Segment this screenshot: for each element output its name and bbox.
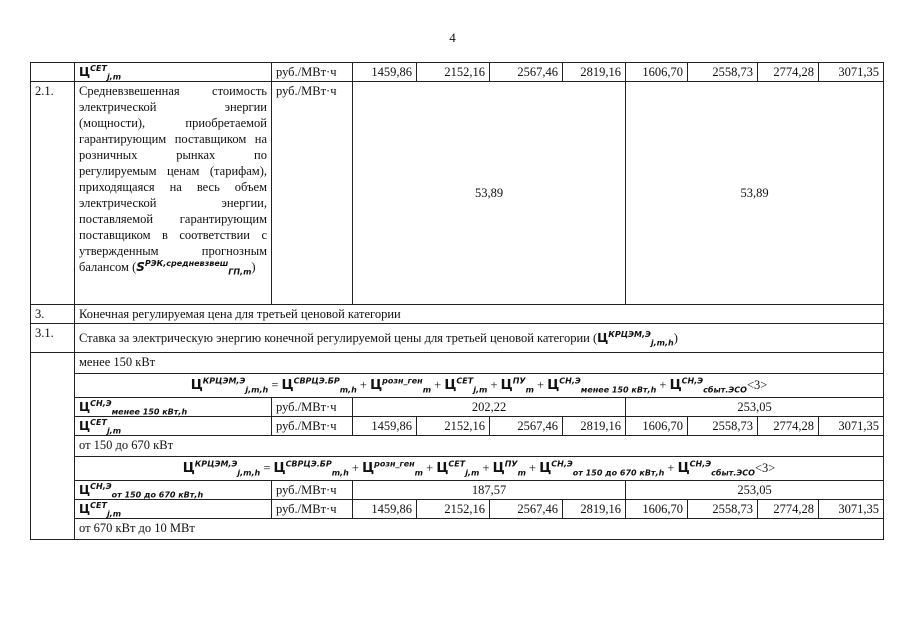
table-row (31, 82, 884, 305)
value-cell: 53,89 (353, 82, 626, 305)
subsection-label: от 670 кВт до 10 МВт (75, 519, 884, 540)
table-row (31, 305, 884, 324)
unit-cell: руб./МВт·ч (272, 63, 353, 82)
value-cell: 3071,35 (819, 417, 884, 436)
row-description: Средневзвешенная стоимость электрической энергии (мощности), приобретаемой гарантирующим поставщиком на розничных рынках по регулируемым ценам (тарифам), приходящаяся на весь объем электрической энергии, поставляемой гарантирующим поставщиком в соответствии с утвержденным прогнозным балансом $(S^{РЭК,средневзвеш}_{ГП,m})$ (75, 82, 272, 305)
value-cell: 253,05 (626, 481, 884, 500)
value-cell: 1459,86 (353, 500, 417, 519)
value-cell: 3071,35 (819, 500, 884, 519)
value-cell: 2567,46 (490, 500, 563, 519)
table-row (31, 500, 884, 519)
unit-cell: руб./МВт·ч (272, 500, 353, 519)
value-cell: 187,57 (353, 481, 626, 500)
value-cell: 2819,16 (563, 63, 626, 82)
row-number (31, 374, 75, 398)
section-title: Ставка за электрическую энергию конечной регулируемой цены для третьей ценовой категории $(Ц^{КРЦЭМ,Э}_{j,m,h})$ (75, 324, 884, 353)
subsection-label: менее 150 кВт (75, 353, 884, 374)
row-number: 3. (31, 305, 75, 324)
value-cell: 1606,70 (626, 417, 688, 436)
row-number (31, 481, 75, 500)
value-cell: 2774,28 (758, 500, 819, 519)
value-cell: 2152,16 (417, 417, 490, 436)
value-cell: 1606,70 (626, 500, 688, 519)
row-number (31, 457, 75, 481)
subsection-label: от 150 до 670 кВт (75, 436, 884, 457)
value-cell: 3071,35 (819, 63, 884, 82)
table-row (31, 374, 884, 398)
table-row (31, 481, 884, 500)
value-cell: 2152,16 (417, 63, 490, 82)
value-cell: 2567,46 (490, 417, 563, 436)
formula: $Ц^{КРЦЭМ,Э}_{j,m,h} = Ц^{СВРЦЭ.БР}_{m,h} + Ц^{розн\_ген}_m + Ц^{СЕТ}_{j,m} + Ц^{ПУ}_m + Ц^{СН,Э}_{менее 150 кВт,h} + Ц^{СН,Э}_{сбыт.ЭСО}<3>$ (75, 374, 884, 398)
value-cell: 2558,73 (688, 500, 758, 519)
row-number: 3.1. (31, 324, 75, 353)
row-number (31, 500, 75, 519)
table-row (31, 63, 884, 82)
row-number (31, 436, 75, 457)
unit-cell: руб./МВт·ч (272, 398, 353, 417)
value-cell: 1606,70 (626, 63, 688, 82)
page-number: 4 (449, 30, 456, 45)
symbol-cell: $Ц^{СЕТ}_{j,m}$ (75, 500, 272, 519)
unit-cell: руб./МВт·ч (272, 417, 353, 436)
formula: $Ц^{КРЦЭМ,Э}_{j,m,h} = Ц^{СВРЦЭ.БР}_{m,h} + Ц^{розн\_ген}_m + Ц^{СЕТ}_{j,m} + Ц^{ПУ}_m + Ц^{СН,Э}_{от 150 до 670 кВт,h} + Ц^{СН,Э}_{сбыт.ЭСО}<3>$ (75, 457, 884, 481)
value-cell: 2819,16 (563, 500, 626, 519)
symbol-cell: $Ц^{СЕТ}_{j,m}$ (75, 63, 272, 82)
unit-cell: руб./МВт·ч (272, 82, 353, 305)
symbol-cell: $Ц^{СН,Э}_{от 150 до 670 кВт,h}$ (75, 481, 272, 500)
value-cell: 2567,46 (490, 63, 563, 82)
value-cell: 53,89 (626, 82, 884, 305)
table-row (31, 519, 884, 540)
value-cell: 2774,28 (758, 417, 819, 436)
row-number: 2.1. (31, 82, 75, 305)
row-number (31, 63, 75, 82)
row-number (31, 417, 75, 436)
row-number (31, 519, 75, 540)
value-cell: 2558,73 (688, 417, 758, 436)
unit-cell: руб./МВт·ч (272, 481, 353, 500)
value-cell: 1459,86 (353, 417, 417, 436)
symbol-cell: $Ц^{СЕТ}_{j,m}$ (75, 417, 272, 436)
row-number (31, 398, 75, 417)
value-cell: 253,05 (626, 398, 884, 417)
table-row (31, 436, 884, 457)
value-cell: 2152,16 (417, 500, 490, 519)
value-cell: 2558,73 (688, 63, 758, 82)
row-number (31, 353, 75, 374)
table-row (31, 398, 884, 417)
value-cell: 1459,86 (353, 63, 417, 82)
value-cell: 2774,28 (758, 63, 819, 82)
tariff-table (30, 62, 884, 540)
table-row (31, 457, 884, 481)
table-row (31, 324, 884, 353)
table-row (31, 353, 884, 374)
value-cell: 202,22 (353, 398, 626, 417)
section-title: Конечная регулируемая цена для третьей ценовой категории (75, 305, 884, 324)
table-row (31, 417, 884, 436)
symbol-cell: $Ц^{СН,Э}_{менее 150 кВт,h}$ (75, 398, 272, 417)
value-cell: 2819,16 (563, 417, 626, 436)
